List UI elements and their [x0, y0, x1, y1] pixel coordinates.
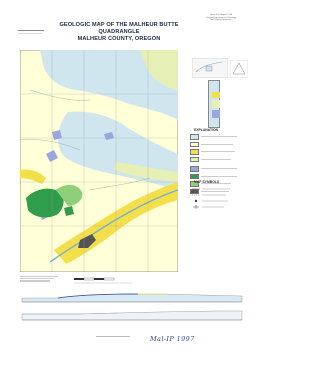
locator-map: [230, 60, 248, 78]
legend-text-line: [201, 136, 237, 137]
legend-swatch: [190, 134, 199, 140]
explanation-heading: EXPLANATION: [194, 128, 219, 132]
legend-swatch: [190, 142, 199, 148]
legend-item: [190, 149, 240, 155]
legend-item: [190, 134, 240, 140]
scale-bar: [72, 276, 142, 286]
small-note-line: [18, 33, 42, 34]
legend-item: [190, 166, 240, 172]
map-symbols-list: [190, 186, 240, 216]
cross-section-b: [18, 306, 246, 322]
legend-text-line: [201, 151, 235, 152]
legend-item: [190, 157, 240, 163]
correlation-chart-lake: [212, 100, 220, 108]
notes-block: [20, 276, 60, 284]
map-title: [44, 22, 194, 43]
map-symbols-heading: MAP SYMBOLS: [194, 180, 220, 184]
legend-text-line: [201, 144, 233, 145]
legend-swatch: [190, 166, 199, 172]
legend-text-line: [201, 159, 231, 160]
legend-swatch: [190, 157, 199, 163]
index-map: [192, 58, 228, 78]
cross-section-a: [18, 288, 246, 304]
explanation-list: [190, 134, 240, 194]
title-line-1: GEOLOGIC MAP OF THE MALHEUR BUTTE QUADRANGLE: [59, 22, 179, 35]
agency-line-2: and Mineral Industries: [210, 19, 232, 22]
agency-line: Oregon Department of Geology: [205, 16, 237, 19]
legend-swatch: [190, 174, 199, 180]
legend-text-line: [201, 168, 237, 169]
handwritten-signature: Mal-IP 1997: [150, 335, 195, 343]
legend-swatch: [190, 149, 199, 155]
footer-credit-line: [96, 336, 130, 337]
title-line-2: MALHEUR COUNTY, OREGON: [77, 36, 161, 42]
legend-item: [190, 174, 240, 180]
correlation-chart-butte: [212, 110, 220, 118]
geologic-map: [20, 50, 178, 272]
series-block: [196, 14, 246, 22]
legend-text-line: [201, 176, 237, 177]
correlation-chart-sand: [212, 92, 220, 98]
series-label: Open-File Report O-93: [209, 14, 233, 16]
legend-item: [190, 142, 240, 148]
